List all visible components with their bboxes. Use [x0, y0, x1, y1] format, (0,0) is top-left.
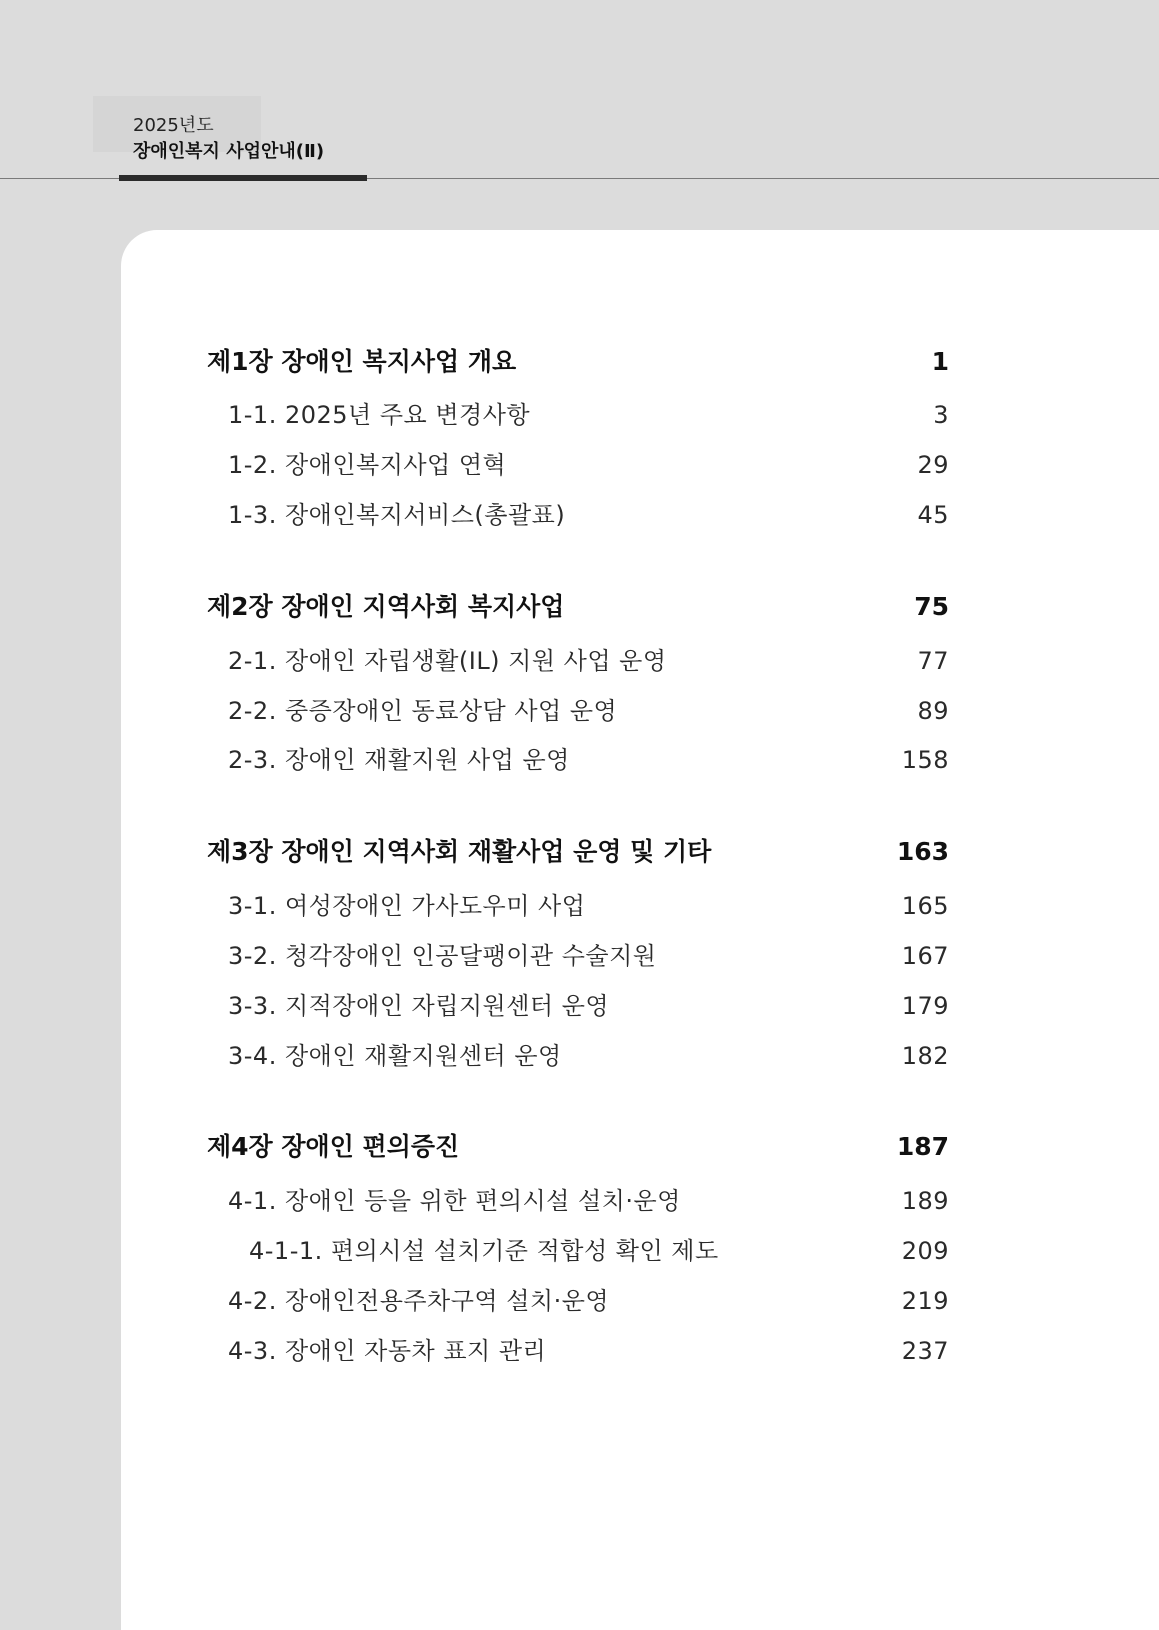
header-year: 2025년도	[133, 115, 214, 136]
toc-item-label: 4-2. 장애인전용주차구역 설치·운영	[228, 1287, 610, 1315]
toc-item-4-1[interactable]	[228, 1181, 949, 1216]
toc-item-label: 3-3. 지적장애인 자립지원센터 운영	[228, 992, 610, 1020]
toc-item-2-2[interactable]	[228, 691, 949, 726]
toc-item-label: 1-3. 장애인복지서비스(총괄표)	[228, 501, 566, 529]
toc-item-label: 2-2. 중증장애인 동료상담 사업 운영	[228, 697, 618, 725]
toc-page-number: 3	[933, 401, 949, 429]
toc-item-label: 4-1-1. 편의시설 설치기준 적합성 확인 제도	[249, 1237, 719, 1265]
toc-item-2-3[interactable]	[228, 740, 949, 775]
toc-item-label: 4-1. 장애인 등을 위한 편의시설 설치·운영	[228, 1187, 681, 1215]
header-accent-bar	[119, 175, 367, 181]
toc-chapter-label: 제4장 장애인 편의증진	[207, 1132, 460, 1161]
toc-item-2-1[interactable]	[228, 641, 949, 676]
toc-item-3-1[interactable]	[228, 886, 949, 921]
toc-item-1-3[interactable]	[228, 495, 949, 530]
table-of-contents-page	[121, 230, 1159, 1630]
toc-item-4-3[interactable]	[228, 1331, 949, 1366]
toc-chapter-3[interactable]	[207, 832, 949, 868]
toc-item-label: 4-3. 장애인 자동차 표지 관리	[228, 1337, 547, 1365]
toc-item-label: 2-1. 장애인 자립생활(IL) 지원 사업 운영	[228, 647, 667, 675]
toc-item-label: 1-1. 2025년 주요 변경사항	[228, 401, 531, 429]
toc-item-label: 3-2. 청각장애인 인공달팽이관 수술지원	[228, 942, 657, 970]
toc-chapter-4[interactable]	[207, 1127, 949, 1163]
toc-chapter-2[interactable]	[207, 587, 949, 623]
toc-page-number: 158	[901, 746, 949, 774]
toc-chapter-1[interactable]	[207, 342, 949, 378]
toc-page-number: 189	[901, 1187, 949, 1215]
toc-item-3-4[interactable]	[228, 1036, 949, 1071]
toc-page-number: 45	[917, 501, 949, 529]
toc-item-label: 3-4. 장애인 재활지원센터 운영	[228, 1042, 562, 1070]
toc-chapter-label: 제2장 장애인 지역사회 복지사업	[207, 592, 565, 621]
toc-page-number: 219	[901, 1287, 949, 1315]
toc-item-label: 2-3. 장애인 재활지원 사업 운영	[228, 746, 570, 774]
toc-page-number: 187	[896, 1132, 949, 1161]
toc-item-3-3[interactable]	[228, 986, 949, 1021]
toc-item-1-1[interactable]	[228, 395, 949, 430]
toc-page-number: 165	[901, 892, 949, 920]
toc-page-number: 1	[931, 347, 949, 376]
toc-item-label: 1-2. 장애인복지사업 연혁	[228, 451, 507, 479]
toc-page-number: 167	[901, 942, 949, 970]
toc-page-number: 209	[901, 1237, 949, 1265]
toc-page-number: 163	[896, 837, 949, 866]
toc-page-number: 237	[901, 1337, 949, 1365]
toc-chapter-label: 제1장 장애인 복지사업 개요	[207, 347, 517, 376]
toc-item-label: 3-1. 여성장애인 가사도우미 사업	[228, 892, 586, 920]
toc-chapter-label: 제3장 장애인 지역사회 재활사업 운영 및 기타	[207, 837, 712, 866]
toc-item-3-2[interactable]	[228, 936, 949, 971]
toc-page-number: 182	[901, 1042, 949, 1070]
header-book-title: 장애인복지 사업안내(Ⅱ)	[133, 141, 325, 162]
toc-item-4-1-1[interactable]	[249, 1231, 949, 1266]
toc-item-1-2[interactable]	[228, 445, 949, 480]
toc-page-number: 75	[914, 592, 949, 621]
toc-page-number: 77	[917, 647, 949, 675]
toc-page-number: 29	[917, 451, 949, 479]
toc-page-number: 179	[901, 992, 949, 1020]
toc-page-number: 89	[917, 697, 949, 725]
toc-item-4-2[interactable]	[228, 1281, 949, 1316]
